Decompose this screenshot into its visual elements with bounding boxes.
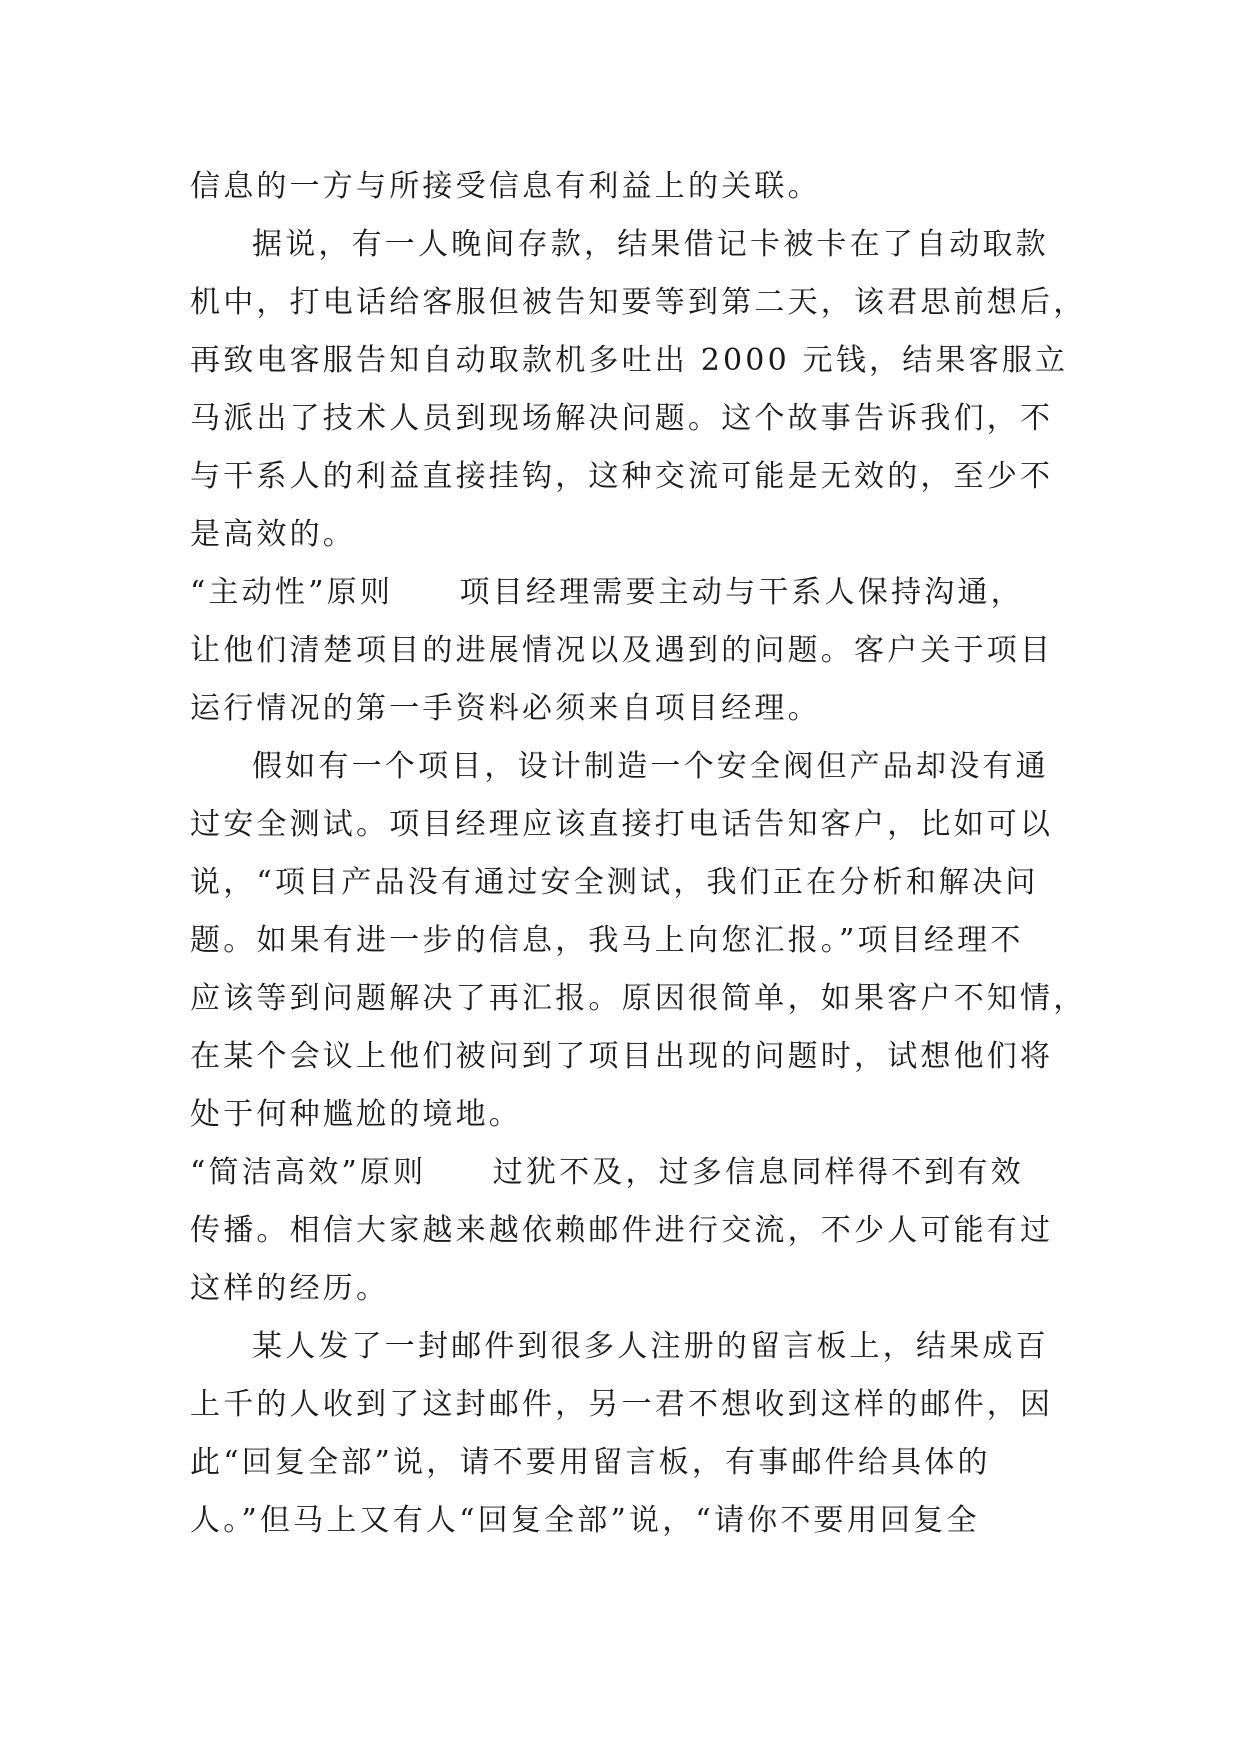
text-line: 据说，有一人晚间存款，结果借记卡被卡在了自动取款 [252,227,1049,262]
text-line: 此“回复全部”说，请不要用留言板，有事邮件给具体的 [190,1445,991,1480]
text-line: 机中，打电话给客服但被告知要等到第二天，该君思前想后， [190,285,1087,320]
text-line: 让他们清楚项目的进展情况以及遇到的问题。客户关于项目 [190,633,1054,668]
text-line: 处于何种尴尬的境地。 [190,1097,522,1132]
text-line: 是高效的。 [190,517,356,552]
text-line: “主动性”原则 项目经理需要主动与干系人保持沟通， [190,575,1024,610]
document-body [190,158,1087,1550]
text-line: 过安全测试。项目经理应该直接打电话告知客户，比如可以 [190,807,1054,842]
text-line: 应该等到问题解决了再汇报。原因很简单，如果客户不知情， [190,981,1087,1016]
text-line: 某人发了一封邮件到很多人注册的留言板上，结果成百 [252,1329,1049,1364]
text-line: 这样的经历。 [190,1271,390,1306]
text-line: 传播。相信大家越来越依赖邮件进行交流，不少人可能有过 [190,1213,1054,1248]
text-line: 假如有一个项目，设计制造一个安全阀但产品却没有通 [252,749,1049,784]
text-line: 再致电客服告知自动取款机多吐出 2000 元钱，结果客服立 [190,343,1069,378]
text-line: 上千的人收到了这封邮件，另一君不想收到这样的邮件，因 [190,1387,1054,1422]
text-line: 马派出了技术人员到现场解决问题。这个故事告诉我们，不 [190,401,1054,436]
text-line: 与干系人的利益直接挂钩，这种交流可能是无效的，至少不 [190,459,1054,494]
text-line: “简洁高效”原则 过犹不及，过多信息同样得不到有效 [190,1155,1024,1190]
text-line: 人。”但马上又有人“回复全部”说，“请你不要用回复全 [190,1503,980,1538]
text-line: 信息的一方与所接受信息有利益上的关联。 [190,169,821,204]
text-line: 在某个会议上他们被问到了项目出现的问题时，试想他们将 [190,1039,1054,1074]
text-line: 题。如果有进一步的信息，我马上向您汇报。”项目经理不 [190,923,1024,958]
text-line: 运行情况的第一手资料必须来自项目经理。 [190,691,821,726]
text-line: 说，“项目产品没有通过安全测试，我们正在分析和解决问 [190,865,1039,900]
